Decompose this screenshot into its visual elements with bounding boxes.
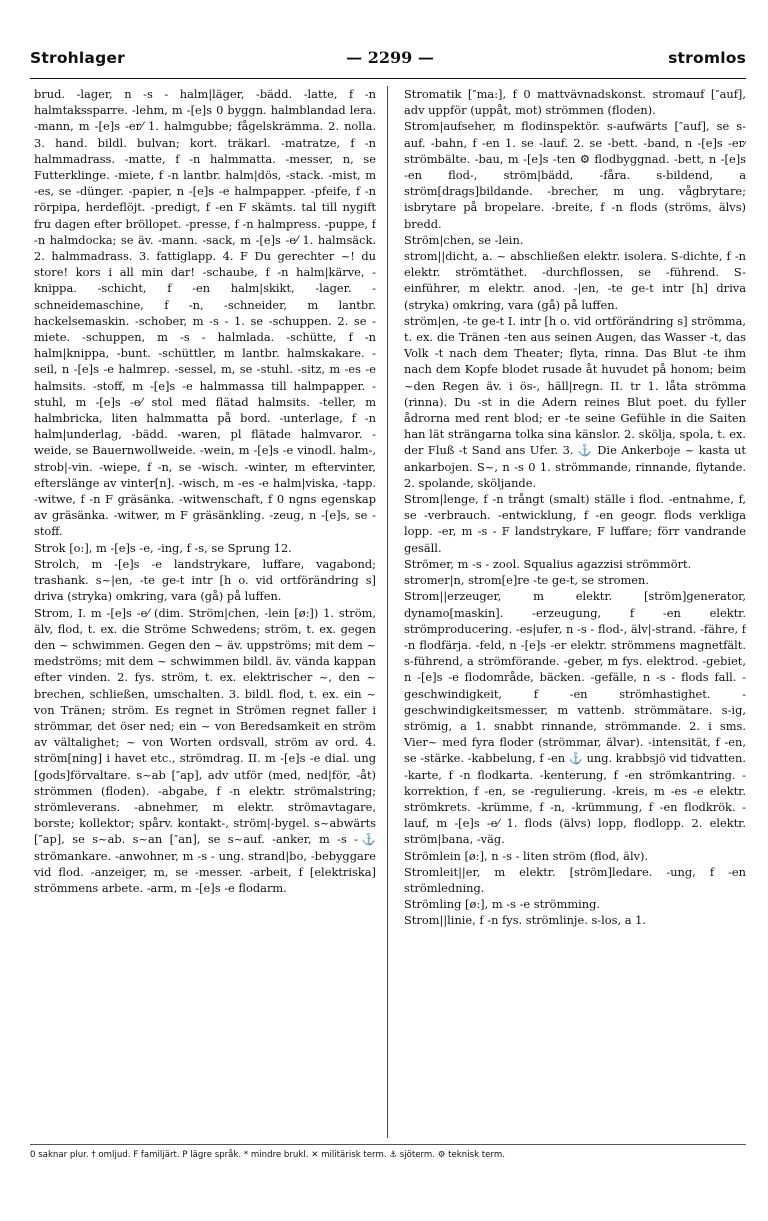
dictionary-entry: brud. -lager, n -s - halm|läger, -bädd. -latte, f -n halmtakssparre. -lehm, m -[e]s 0 byggn. halmblandad lera. -mann, m -[e]s -er⁄ 1. halmgubbe; fågelskrämma. 2. nolla. 3. hand. bildl. bulvan; kort. träkarl. -matratze, f -n halmmadrass. -matte, f -n halmmatta. -messer, n, se Futterklinge. -miete, f -n lantbr. halm|dös, -stack. -mist, m -es, se -dünger. -papier, n -[e]s -e halmpapper. -pfeife, f -n rörpipa, herdeflöjt. -predigt, f -en F skämts. tal till nygift fru dagen efter bröllopet. -presse, f -n halmpress. -puppe, f -n halmdocka; se äv. -mann. -sack, m -[e]s -e⁄ 1. halmsäck. 2. halmmadrass. 3. fattiglapp. 4. F Du gerechter ~! du store! kors i all min dar! -schaube, f -n halm|kärve, -knippa. -schicht, f -en halm|skikt, -lager. -schneidemaschine, f -n, -schneider, m lantbr. hackelsemaskin. -schober, m -s - 1. se -schuppen. 2. se -miete. -schuppen, m -s - halmlada. -schütte, f -n halm|knippa, -bunt. -schüttler, m lantbr. halmskakare. -seil, n -[e]s -e halmrep. -sessel, m, se -stuhl. -sitz, m -es -e halmsits. -stoff, m -[e]s -e halmmassa till halmpapper. -stuhl, m -[e]s -e⁄ stol med flätad halmsits. -teller, m halmbricka, liten halmmatta på bord. -unterlage, f -n halm|underlag, -bädd. -waren, pl flätade halmvaror. -weide, se Bauernwollweide. -wein, m -[e]s -e vinodl. halm-, strob|-vin. -wiepe, f -n, se -wisch. -winter, m eftervinter, efterslänge av vinter[n]. -wisch, m -es -e halm|viska, -tapp. -witwe, f -n F gräsänka. -witwenschaft, f 0 ngns egenskap av gräsänka. -witwer, m F gräsänkling. -zeug, n -[e]s, se -stoff. [34,87,376,539]
right-column [404,86,746,1138]
dictionary-entry: Strömer, m -s - zool. Squalius agazzisi strömmört. [404,556,692,571]
dictionary-entry: ström|en, -te ge-t I. intr [h o. vid ortförändring s] strömma, t. ex. die Tränen -ten aus seinen Augen, das Wasser -t, das Volk -t nach dem Theater; flyta, rinna. Das Blut -te ihm nach dem Kopfe blodet rusade åt huvudet på honom; beim ~den Regen äv. i ös-, häll|regn. II. tr 1. låta strömma (rinna). Du -st in die Adern reines Blut poet. du fyller ådrorna med rent blod; er -te seine Gefühle in die Saiten han lät strängarna tolka sina känslor. 2. skölja, spola, t. ex. der Fluß -t Sand ans Ufer. 3. ⚓ Die Ankerboje ~ kasta ut ankarbojen. S~, n -s 0 1. strömmande, rinnande, flytande. 2. spolande, sköljande. [404,313,746,490]
left-column [34,86,376,1138]
dictionary-entry: Strom|lenge, f -n trångt (smalt) ställe i flod. -entnahme, f, se -verbrauch. -entwicklung, f -en geogr. flods verkliga lopp. -er, m -s - F landstrykare, F luffare; förr vandrande gesäll. [404,492,746,555]
dictionary-entry: Ström|chen, se -lein. [404,232,524,247]
two-column-body [30,86,746,1138]
dictionary-entry: stromer|n, strom[e]re -te ge-t, se stromen. [404,573,650,588]
dictionary-entry: Stromleit||er, m elektr. [ström]ledare. -ung, f -en strömledning. [404,864,746,895]
dictionary-page [30,46,746,1206]
dictionary-entry: Strömling [ø:], m -s -e strömming. [404,897,601,912]
header-right-guideword: stromlos [668,49,746,67]
abbreviation-legend: 0 saknar plur. † omljud. F familjärt. P lägre språk. * mindre brukl. ✕ militärisk term. ⚓ sjöterm. ⚙ teknisk term. [30,1144,746,1161]
dictionary-entry: strom||dicht, a. ~ abschließen elektr. isolera. S-dichte, f -n elektr. strömtäthet. -durchflossen, se -führend. S-einführer, m elektr. anod. -|en, -te ge-t intr [h] driva (stryka) omkring, vara (gå) på luffen. [404,249,746,312]
column-divider [387,86,388,1138]
dictionary-entry: Strömlein [ø:], n -s - liten ström (flod, älv). [404,848,649,863]
page-header [30,46,746,79]
dictionary-entry: Strok [o:], m -[e]s -e, -ing, f -s, se Sprung 12. [34,540,292,555]
dictionary-entry: Strom||linie, f -n fys. strömlinje. s-los, a 1. [404,913,647,928]
dictionary-entry: Strom|aufseher, m flodinspektör. s-aufwärts [″auf], se s-auf. -bahn, f -en 1. se -lauf. 2. se -bett. -band, n -[e]s -er⁄ strömbälte. -bau, m -[e]s -ten ⚙ flodbyggnad. -bett, n -[e]s -en flod-, ström|bädd, -fåra. s-bildend, a ström[drags]bildande. -brecher, m ung. vågbrytare; isbrytare på bropelare. -breite, f -n flods (ströms, älvs) bredd. [404,119,746,231]
dictionary-entry: Strom||erzeuger, m elektr. [ström]generator, dynamo[maskin]. -erzeugung, f -en elektr. strömproducering. -es|ufer, n -s - flod-, älv|-strand. -fähre, f -n flodfärja. -feld, n -[e]s -er elektr. strömmens magnetfält. s-führend, a strömförande. -geber, m fys. elektrod. -gebiet, n -[e]s -e flodområde, bäcken. -gefälle, n -s - flods fall. -geschwindigkeit, f -en strömhastighet. -geschwindigkeitsmesser, m vattenb. strömmätare. s-ig, strömig, a 1. snabbt rinnande, strömmande. 2. i sms. Vier~ med fyra floder (strömmar, älvar). -intensität, f -en, se -stärke. -kabbelung, f -en ⚓ ung. krabbsjö vid tidvatten. -karte, f -n flodkarta. -kenterung, f -en strömkantring. -korrektion, f -en, se -regulierung. -kreis, m -es -e elektr. strömkrets. -krümme, f -n, -krümmung, f -en flodkrök. -lauf, m -[e]s -e⁄ 1. flods (älvs) lopp, flodlopp. 2. elektr. ström|bana, -väg. [404,589,746,847]
page-number: — 2299 — [346,48,434,67]
dictionary-entry: Stromatik [″ma:], f 0 mattvävnadskonst. stromauf [″auf], adv uppför (uppåt, mot) strömmen (floden). [404,87,746,118]
header-left-guideword: Strohlager [30,49,125,67]
dictionary-entry: Strolch, m -[e]s -e landstrykare, luffare, vagabond; trashank. s~|en, -te ge-t intr [h o. vid ortförändring s] driva (stryka) omkring, vara (gå) på luffen. [34,556,376,604]
dictionary-entry: Strom, I. m -[e]s -e⁄ (dim. Ström|chen, -lein [ø:]) 1. ström, älv, flod, t. ex. die Ströme Schwedens; ström, t. ex. gegen den ~ schwimmen. Gegen den ~ äv. uppströms; mit dem ~ medströms; mit dem ~ schwimmen bildl. äv. vända kappan efter vinden. 2. fys. ström, t. ex. elektrischer ~, den ~ brechen, schließen, umschalten. 3. bildl. flod, t. ex. ein ~ von Tränen; ström. Es regnet in Strömen regnet faller i strömmar, det öser ned; ein ~ von Beredsamkeit en ström av vältalighet; ~ von Worten ordsvall, ström av ord. 4. ström[ning] i havet etc., strömdrag. II. m -[e]s -e dial. ung [gods]förvaltare. s~ab [″ap], adv utför (med, ned|för, -åt) strömmen (floden). -abgabe, f -n elektr. strömalstring; strömleverans. -abnehmer, m elektr. strömavtagare, borste; kollektor; spårv. kontakt-, ström|-bygel. s~abwärts [″ap], se s~ab. s~an [″an], se s~auf. -anker, m -s -⚓ strömankare. -anwohner, m -s - ung. strand|bo, -bebyggare vid flod. -anzeiger, m, se -messer. -arbeit, f [elektriska] strömmens arbete. -arm, m -[e]s -e flodarm. [34,605,376,895]
